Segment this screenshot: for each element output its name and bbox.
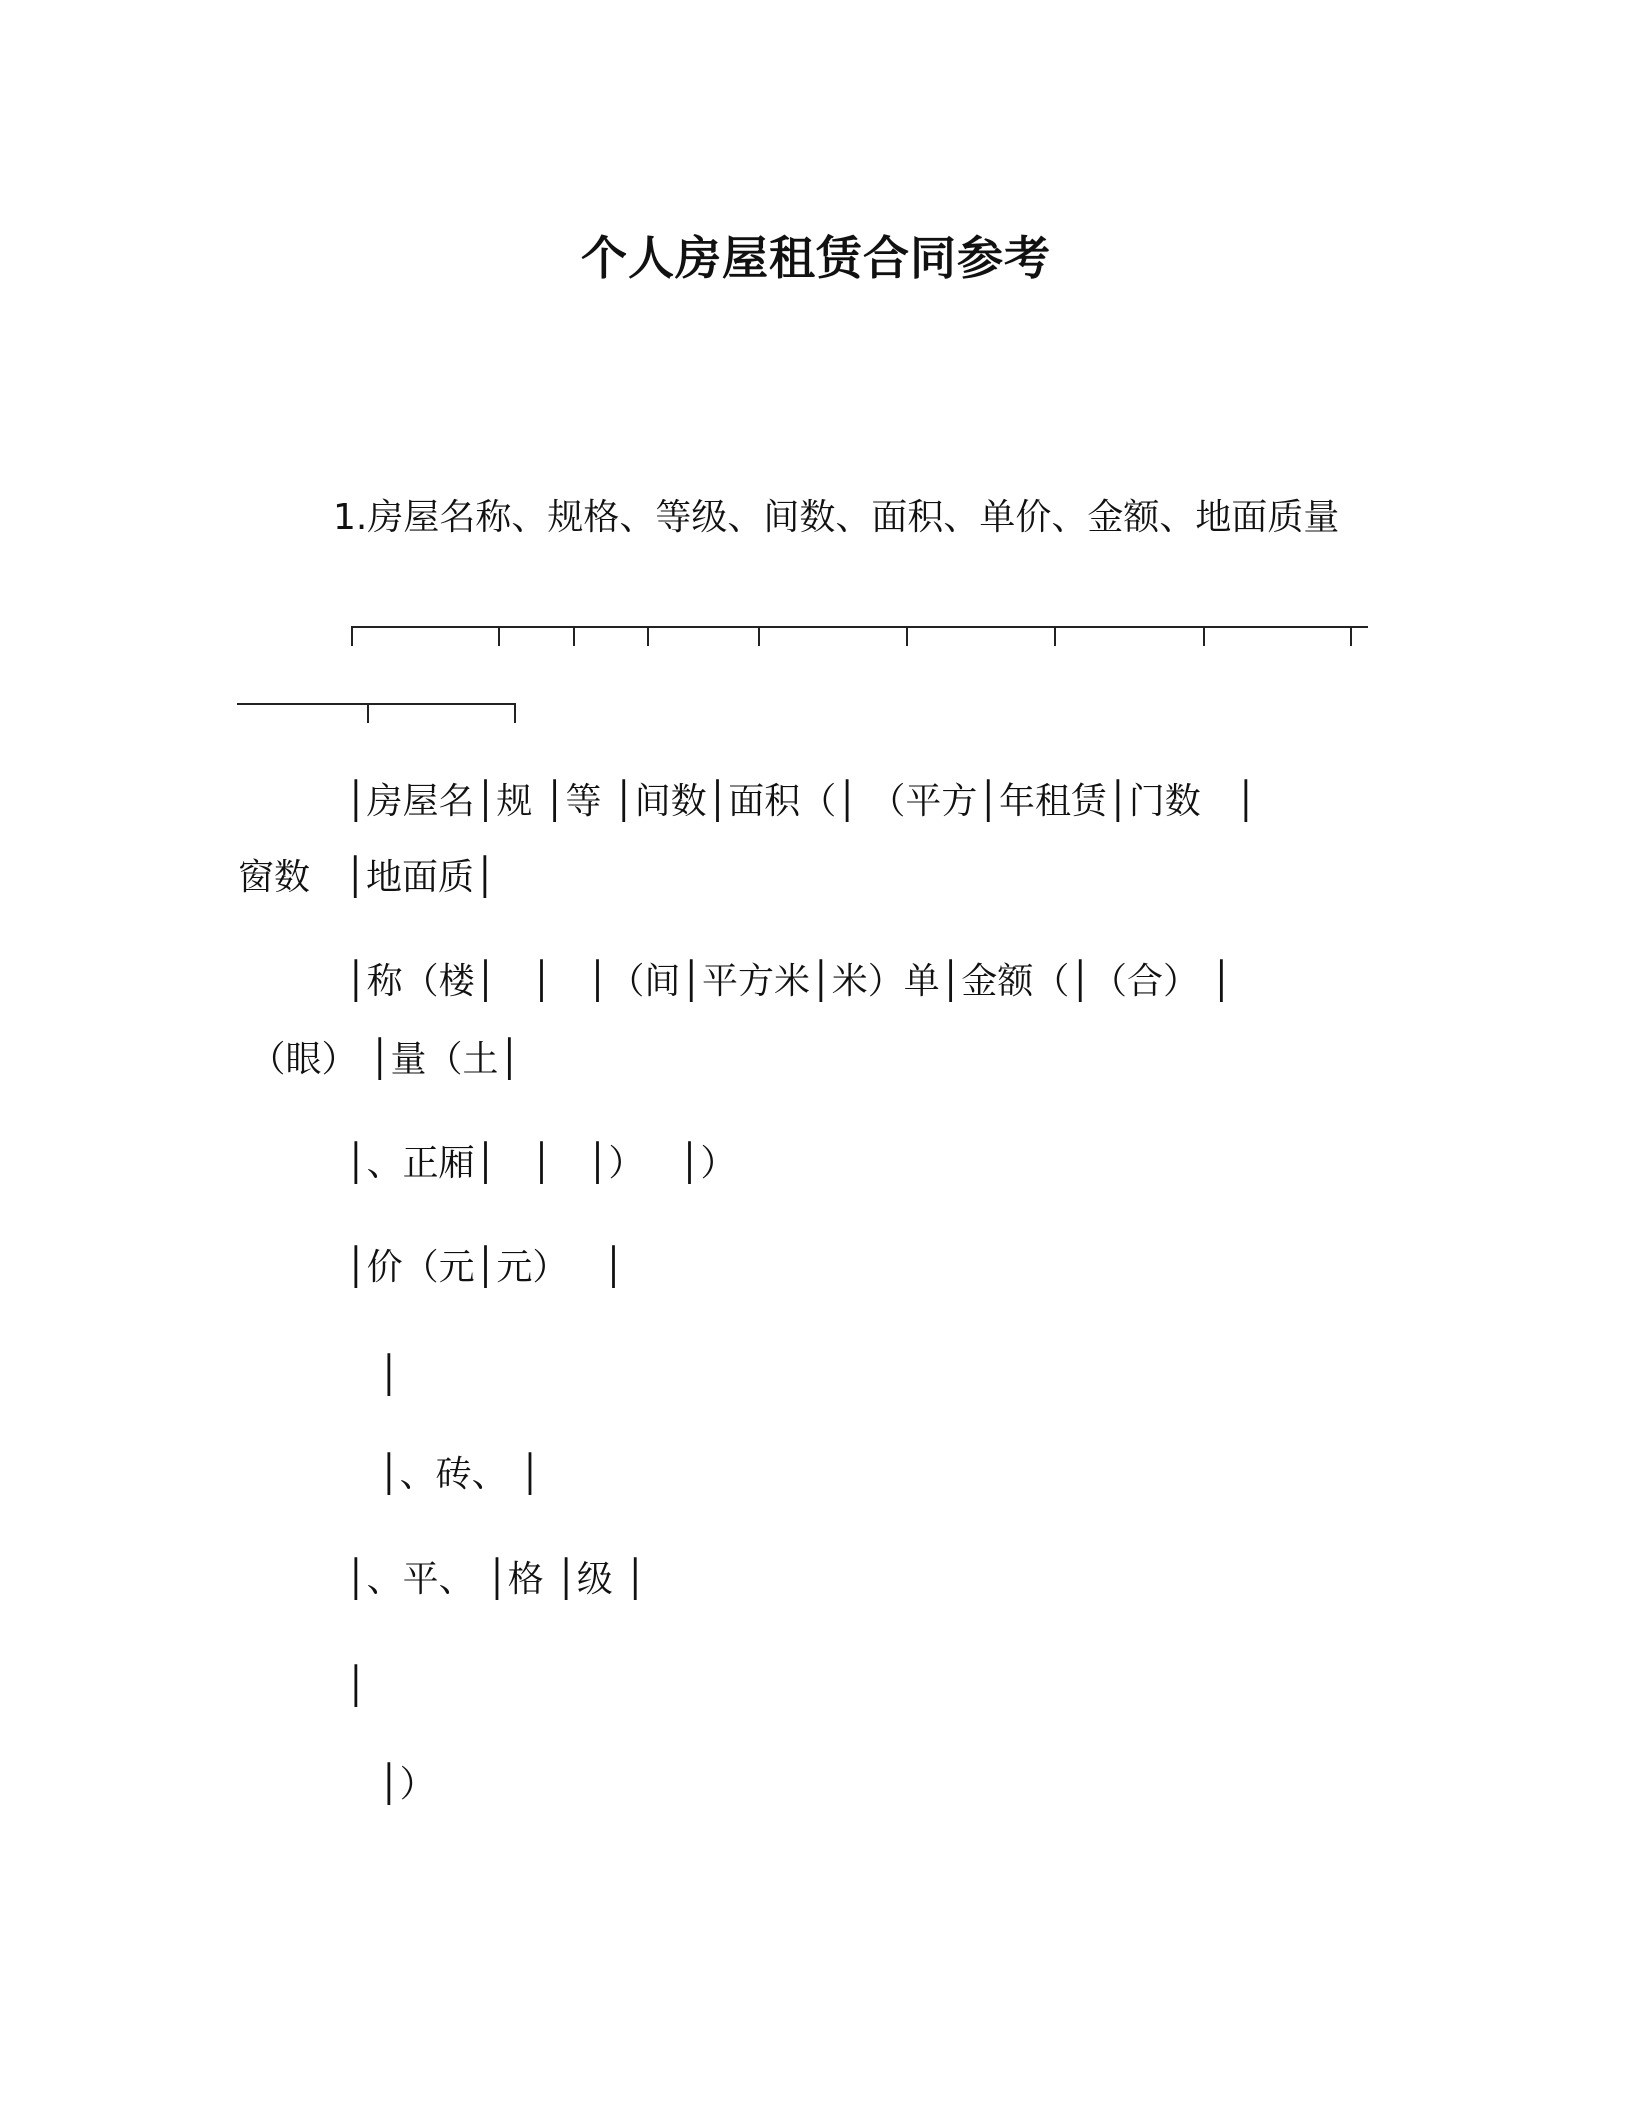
table-line: （眼） │量（土│ [238, 1039, 521, 1080]
table-line: │） [378, 1764, 436, 1805]
table-line: │称（楼│ │ │（间│平方米│米）单│金额（│（合） │ [345, 961, 1233, 1002]
table-line: │、砖、 │ [378, 1454, 541, 1495]
document-title: 个人房屋租赁合同参考 [581, 231, 1051, 285]
table-line: │价（元│元） │ [345, 1247, 625, 1288]
table-line: │ [378, 1355, 400, 1396]
table-line: │房屋名│规 │等 │间数│面积（│ （平方│年租赁│门数 │ [345, 781, 1257, 822]
section-heading: 1.房屋名称、规格、等级、间数、面积、单价、金额、地面质量 [333, 497, 1340, 538]
table-line: │、正厢│ │ │） │） [345, 1143, 737, 1184]
table-line: 窗数 │地面质│ [238, 857, 496, 898]
table-line: │ [345, 1666, 367, 1707]
table-line: │、平、 │格 │级 │ [345, 1559, 647, 1600]
